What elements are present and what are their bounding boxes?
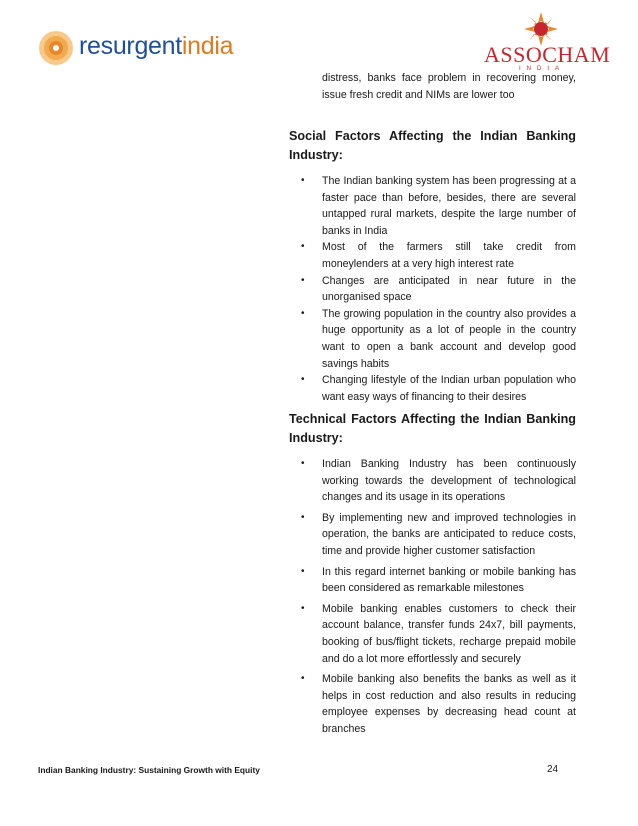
logo-word-part2: india [181, 32, 234, 60]
bullet-icon: • [301, 274, 305, 286]
intro-continuation [322, 70, 576, 103]
sun-logo-icon [38, 30, 74, 66]
logo-word-part1: resurgent [79, 32, 182, 60]
bullet-icon: • [301, 374, 305, 386]
list-item-text: In this regard internet banking or mobile banking has been considered as remarkable milestones [322, 565, 576, 595]
list-item [289, 671, 576, 737]
list-item [289, 601, 576, 667]
list-item [289, 510, 576, 560]
technical-list [289, 456, 576, 738]
footer-title: Indian Banking Industry: Sustaining Growth with Equity [38, 765, 260, 775]
sunburst-icon [524, 12, 558, 46]
assocham-brand: ASSOCHAM [484, 42, 611, 67]
list-item [289, 173, 576, 239]
bullet-icon: • [301, 602, 305, 614]
bullet-icon: • [301, 673, 305, 685]
list-item-text: By implementing new and improved technologies in operation, the banks are anticipated to reduce costs, time and provide higher customer satisfaction [322, 511, 576, 557]
list-item [289, 456, 576, 506]
list-item [289, 239, 576, 272]
list-item [289, 306, 576, 372]
list-item [289, 564, 576, 597]
list-item-text: The Indian banking system has been progressing at a faster pace than before, besides, there are several untapped rural markets, despite the large number of banks in India [322, 175, 576, 237]
list-item [289, 372, 576, 405]
page-number: 24 [547, 764, 559, 775]
list-item-text: Mobile banking also benefits the banks as well as it helps in cost reduction and also results in reducing employee expenses by decreasing head count at branches [322, 673, 576, 735]
bullet-icon: • [301, 511, 305, 523]
intro-line-1: distress, banks face problem in recovering money, [322, 72, 576, 84]
list-item-text: Mobile banking enables customers to check their account balance, transfer funds 24x7, bill payments, booking of bus/flight tickets, recharge prepaid mobile and do a lot more effortlessly and securely [322, 602, 576, 665]
assocham-sub: INDIA [518, 66, 565, 72]
list-item-text: Changing lifestyle of the Indian urban population who want easy ways of financing to their desires [322, 374, 576, 403]
assocham-logo [484, 12, 611, 76]
logo-wordmark [79, 32, 233, 61]
bullet-icon: • [301, 241, 305, 253]
list-item-text: Indian Banking Industry has been continuously working towards the development of technological changes and its usage in its operations [322, 458, 576, 504]
social-section [289, 127, 576, 405]
bullet-icon: • [301, 565, 305, 577]
bullet-icon: • [301, 175, 305, 186]
resurgentindia-logo [38, 26, 238, 70]
intro-line-2: issue fresh credit and NIMs are lower too [322, 88, 515, 101]
social-heading: Social Factors Affecting the Indian Banking Industry: [289, 129, 576, 162]
bullet-icon: • [301, 307, 305, 319]
bullet-icon: • [301, 458, 305, 469]
list-item-text: The growing population in the country also provides a huge opportunity as a lot of people in the country want to open a bank account and develop good savings habits [322, 307, 576, 370]
list-item [289, 273, 576, 306]
list-item-text: Most of the farmers still take credit from moneylenders at a very high interest rate [322, 241, 576, 270]
social-list [289, 173, 576, 405]
technical-heading: Technical Factors Affecting the Indian Banking Industry: [289, 412, 576, 445]
technical-section [289, 410, 576, 738]
list-item-text: Changes are anticipated in near future in the unorganised space [322, 274, 576, 304]
